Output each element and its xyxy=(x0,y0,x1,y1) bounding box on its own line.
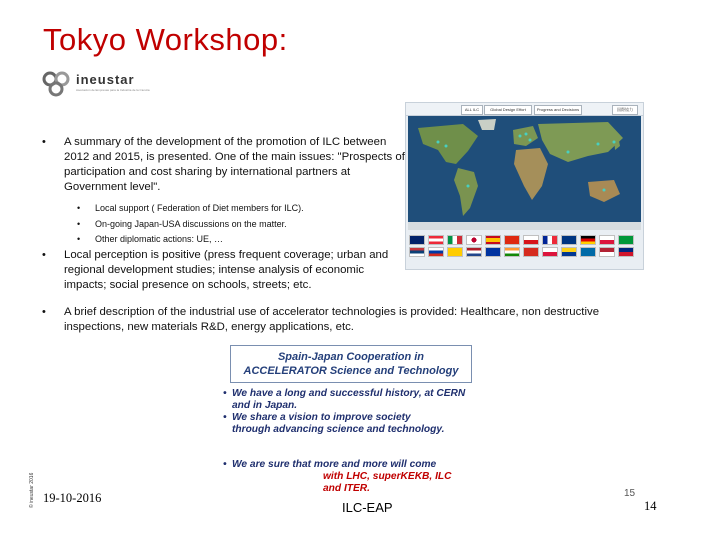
bullet-text: Local perception is positive (press frequent coverage; urban and regional development studies; intense analysis of economic impacts; social presence on schools, streets; etc. xyxy=(64,249,389,291)
flag-icon xyxy=(542,247,558,257)
bullet-dot-icon: • xyxy=(77,219,81,229)
bullet-text: A brief description of the industrial use of accelerator technologies is provided: Healthcare, non destructive inspections, new materials R&D, energy applications, etc. xyxy=(64,306,600,333)
bullet-text: A summary of the development of the promotion of ILC between 2012 and 2015, is presented. One of the main issues: "Prospects of participation and cost sharing by international partners at Government level". xyxy=(64,136,405,193)
flag-icon xyxy=(504,247,520,257)
footer-center-text: ILC-EAP xyxy=(342,500,393,515)
flag-icon xyxy=(428,247,444,257)
copyright-vertical xyxy=(27,452,37,510)
flag-icon xyxy=(466,247,482,257)
logo-tagline: Asociación de Empresas para la Industria de la Ciencia xyxy=(76,88,150,92)
flag-icon xyxy=(485,247,501,257)
flag-icon xyxy=(580,235,596,245)
flag-icon xyxy=(618,247,634,257)
flag-icon xyxy=(523,235,539,245)
card-bullet-icon: • xyxy=(223,412,227,423)
card-heading xyxy=(230,345,472,383)
flag-icon xyxy=(428,235,444,245)
map-toolbar xyxy=(406,103,643,116)
footer-date: 19-10-2016 xyxy=(43,491,102,505)
map-tab: 国際協力 xyxy=(612,105,638,115)
sub-bullet-text: Local support ( Federation of Diet members for ILC). xyxy=(95,203,304,213)
flag-grid xyxy=(409,233,640,266)
bullet-dot-icon: • xyxy=(77,203,81,213)
logo-wordmark: ineustar xyxy=(76,72,135,87)
card-bullet-icon: • xyxy=(223,459,227,470)
cooperation-card xyxy=(215,340,470,500)
map-tab: Progress and Decisions xyxy=(534,105,582,115)
card-bullet-icon: • xyxy=(223,388,227,399)
flag-icon xyxy=(580,247,596,257)
card-item: We share a vision to improve society through advancing science and technology. xyxy=(232,412,445,435)
world-map-screenshot xyxy=(405,102,644,270)
flag-icon xyxy=(466,235,482,245)
card-heading-line: ACCELERATOR Science and Technology xyxy=(243,365,459,377)
ineustar-logo xyxy=(40,70,155,98)
card-heading-line: Spain-Japan Cooperation in xyxy=(277,351,425,363)
bullet-dot-icon: • xyxy=(42,249,46,261)
flag-icon xyxy=(485,235,501,245)
flag-icon xyxy=(523,247,539,257)
flag-icon xyxy=(409,235,425,245)
map-tab: Global Design Effort xyxy=(484,105,532,115)
logo-mark-icon xyxy=(40,70,74,98)
flag-icon xyxy=(599,235,615,245)
bullet-dot-icon: • xyxy=(42,136,46,148)
flag-icon xyxy=(618,235,634,245)
flag-icon xyxy=(447,247,463,257)
world-map-image xyxy=(408,116,641,230)
flag-icon xyxy=(561,235,577,245)
card-item: We have a long and successful history, at CERN and in Japan. xyxy=(232,388,466,411)
card-item-highlight: with LHC, superKEKB, ILC and ITER. xyxy=(323,471,452,494)
flag-icon xyxy=(561,247,577,257)
flag-icon xyxy=(504,235,520,245)
sub-bullet-text: On-going Japan-USA discussions on the matter. xyxy=(95,219,287,229)
bullet-dot-icon: • xyxy=(42,306,46,318)
card-item: We are sure that more and more will come xyxy=(232,459,437,470)
bullet-dot-icon: • xyxy=(77,234,81,244)
copyright-text: © ineustar 2016 xyxy=(29,472,35,508)
flag-icon xyxy=(599,247,615,257)
sub-bullet-text: Other diplomatic actions: UE, … xyxy=(95,234,224,244)
footer-page-number: 14 xyxy=(644,499,657,513)
flag-icon xyxy=(409,247,425,257)
flag-icon xyxy=(542,235,558,245)
map-tab: ALL ILC xyxy=(461,105,483,115)
flag-icon xyxy=(447,235,463,245)
footer-page-small: 15 xyxy=(624,488,636,499)
slide-title: Tokyo Workshop: xyxy=(43,22,288,57)
